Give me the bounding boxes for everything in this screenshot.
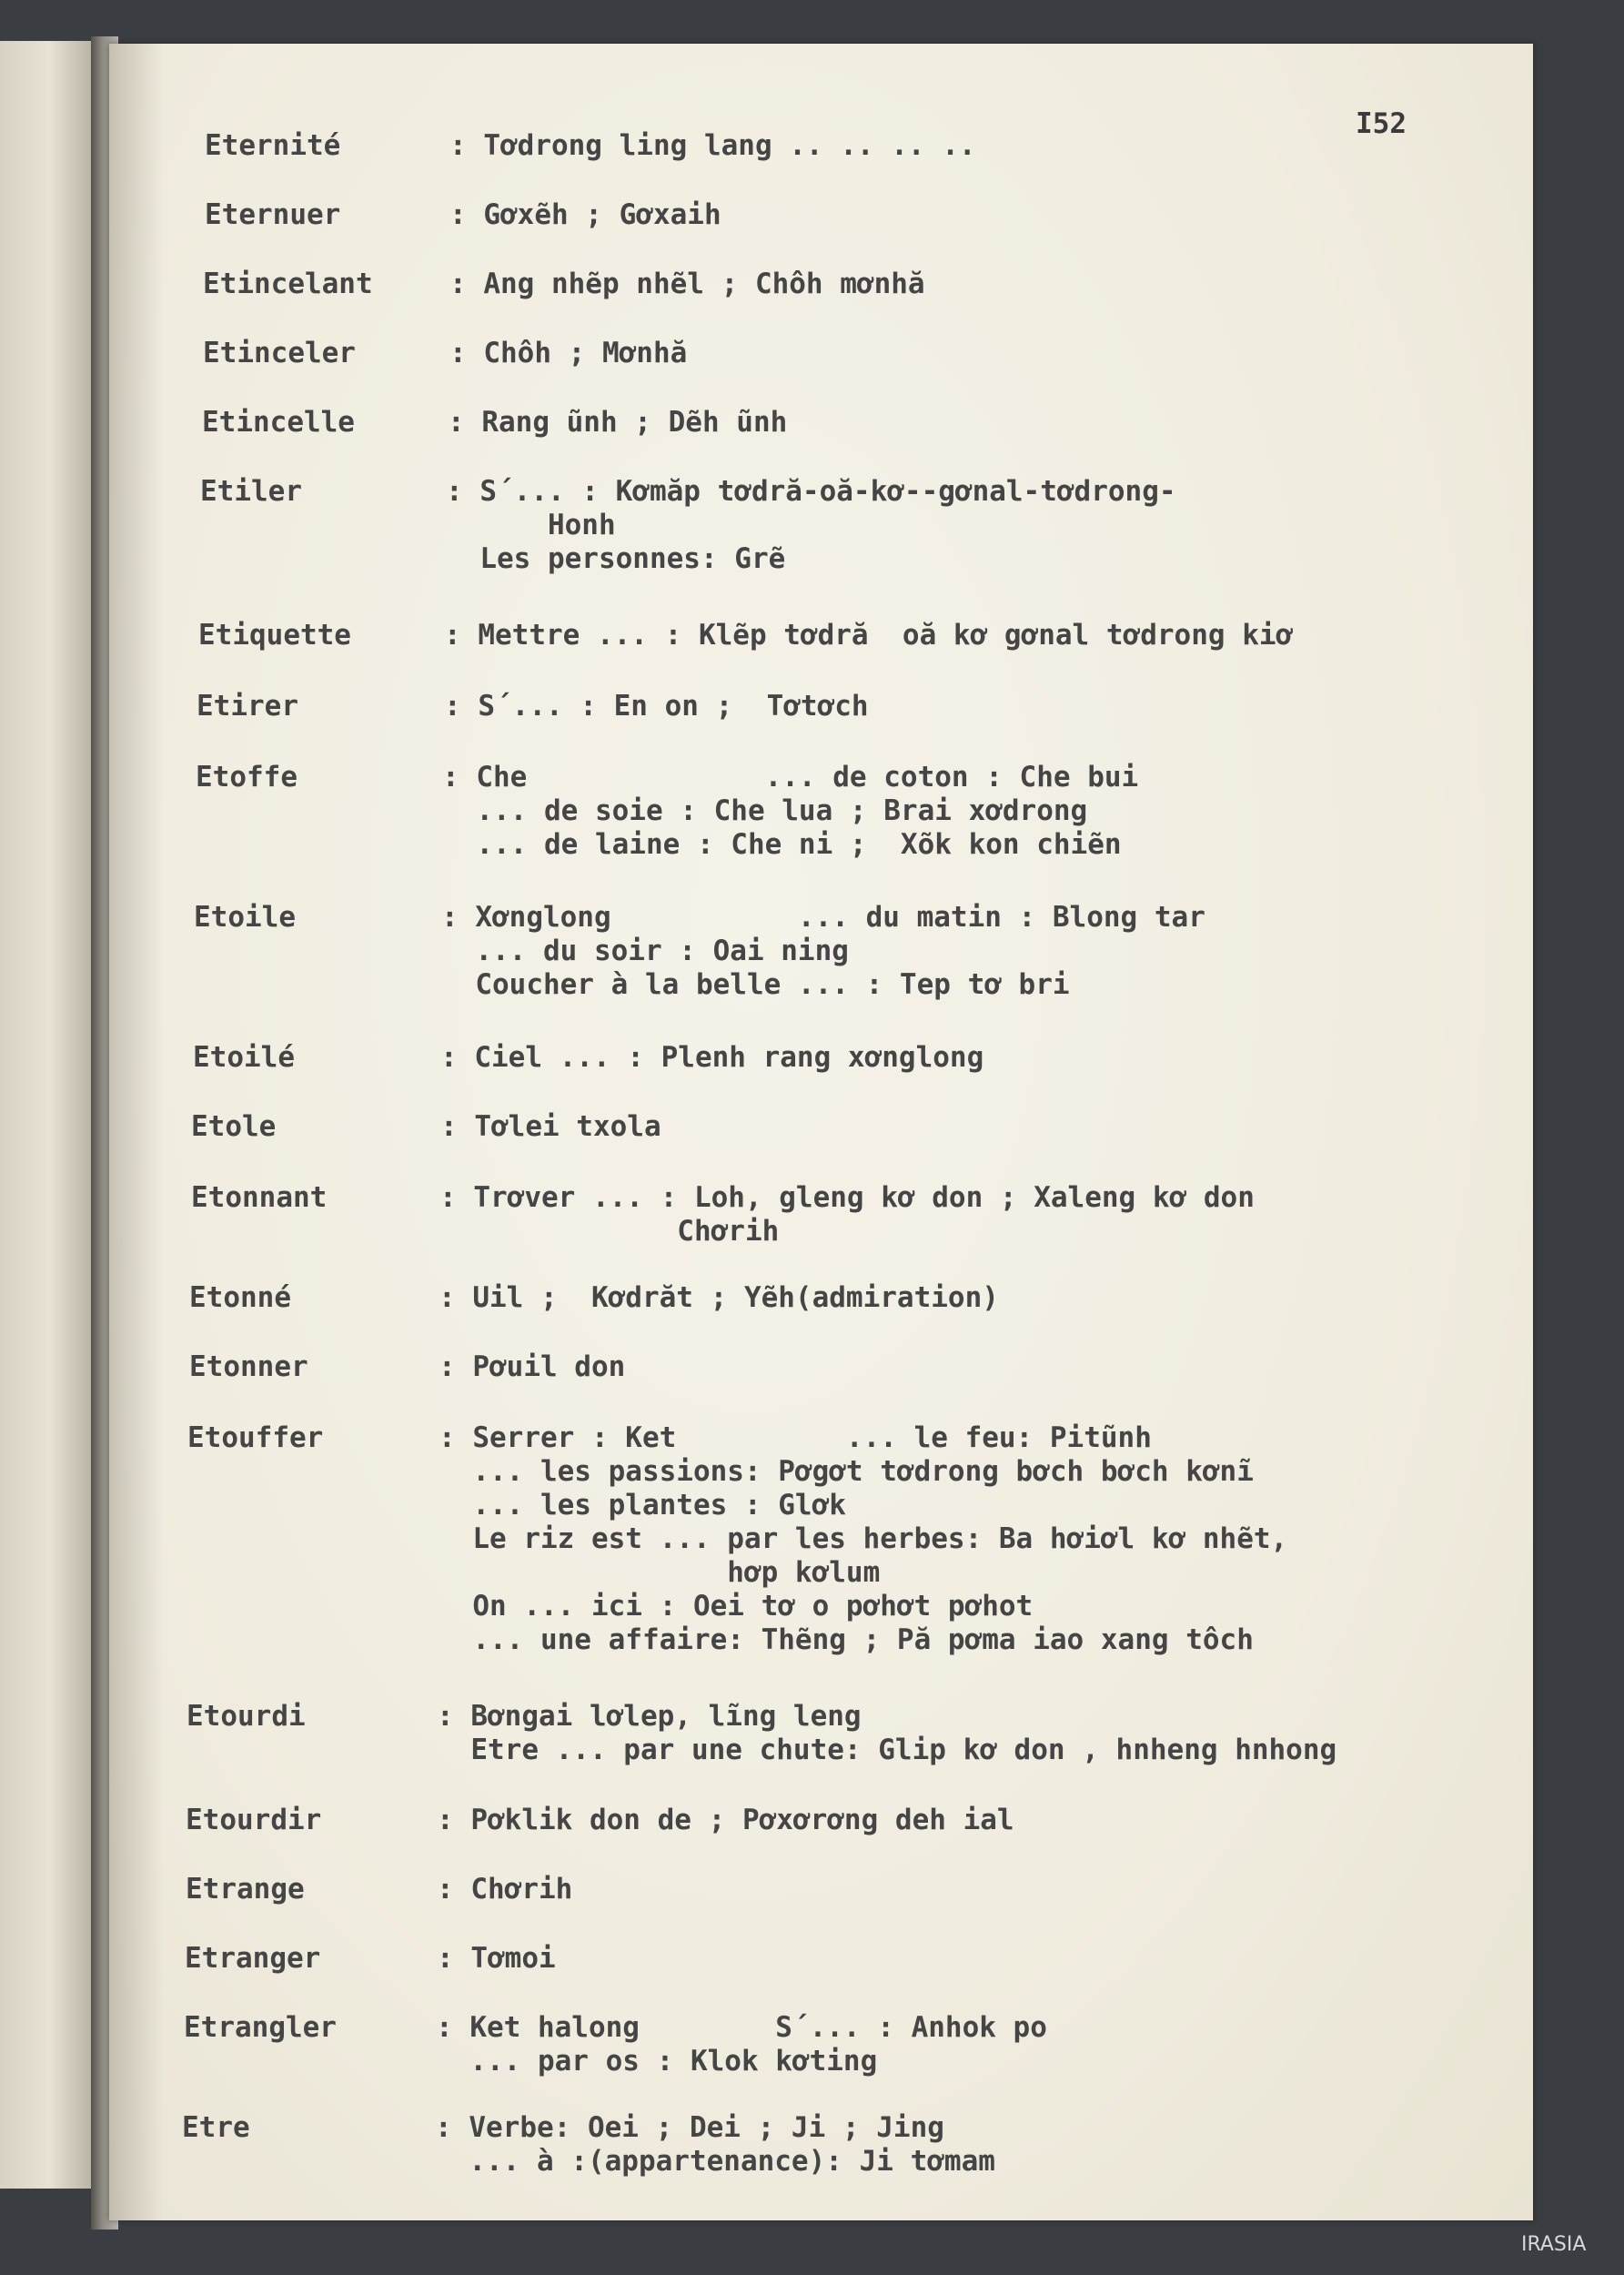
definition-line: : S´... : Kơmăp tơdră-oă-kơ--gơnal-tơdrong- — [446, 475, 1176, 508]
definition-line: : Mettre ... : Klẽp tơdră oă kơ gơnal tơdrong kiơ — [444, 619, 1294, 652]
entry-term: Etranger — [185, 1942, 321, 1975]
definition-line: Chơrih — [439, 1215, 780, 1248]
definition-line: hơp kơlum — [439, 1556, 881, 1589]
definition-line: : Tơdrong ling lang .. .. .. .. — [449, 129, 976, 162]
entry-definition — [439, 1181, 1255, 1249]
entry-definition — [436, 2011, 1047, 2078]
entry-definition — [442, 761, 1138, 862]
definition-line: Etre ... par une chute: Glip kơ don , hnheng hnhong — [437, 1734, 1337, 1766]
entry-term: Etincelle — [202, 406, 355, 439]
entry-definition — [449, 268, 925, 301]
entry-definition — [446, 475, 1176, 576]
definition-line: : Che ... de coton : Che bui — [442, 761, 1139, 794]
entry-term: Etiler — [200, 475, 302, 508]
entry-term: Etincelant — [203, 268, 373, 300]
definition-line: : Chôh ; Mơnhă — [449, 337, 688, 369]
entry-term: Etole — [191, 1110, 277, 1143]
entry-term: Etiquette — [198, 619, 351, 652]
page-number: I52 — [1356, 107, 1407, 140]
definition-line: ... de laine : Che ni ; Xõk kon chiẽn — [442, 828, 1122, 861]
definition-line: ... à :(appartenance): Ji tơmam — [435, 2145, 995, 2178]
entry-definition — [449, 129, 976, 163]
entry-term: Etirer — [197, 690, 298, 723]
definition-line: : Verbe: Oei ; Dei ; Ji ; Jing — [435, 2111, 944, 2144]
entry-definition — [437, 1700, 1337, 1767]
entry-definition — [439, 1421, 1287, 1657]
definition-line: Honh — [446, 509, 616, 541]
definition-line: : Bơngai lơlep, lĩng leng — [437, 1700, 862, 1733]
entry-term: Eternuer — [205, 198, 341, 231]
entry-term: Etinceler — [203, 337, 356, 369]
entry-definition — [444, 690, 869, 723]
left-page-edge — [0, 41, 91, 2189]
entry-term: Etonné — [189, 1281, 291, 1314]
entry-term: Etoilé — [193, 1041, 295, 1074]
entry-definition — [449, 337, 687, 370]
definition-line: ... les passions: Pơgơt tơdrong bơch bơch kơnĩ — [439, 1455, 1254, 1488]
definition-line: ... de soie : Che lua ; Brai xơdrong — [442, 794, 1088, 827]
definition-line: : Ang nhẽp nhẽl ; Chôh mơnhă — [449, 268, 925, 300]
entry-definition — [441, 901, 1205, 1002]
entry-term: Etouffer — [187, 1421, 324, 1454]
definition-line: On ... ici : Oei tơ o pơhơt pơhot — [439, 1590, 1034, 1623]
entry-definition — [437, 1804, 1014, 1837]
entry-term: Eternité — [205, 129, 341, 162]
definition-line: : Xơnglong ... du matin : Blong tar — [441, 901, 1205, 934]
watermark: IRASIA — [1521, 2233, 1587, 2256]
definition-line: : Uil ; Kơdrăt ; Yẽh(admiration) — [439, 1281, 999, 1314]
entry-term: Etourdi — [187, 1700, 306, 1733]
definition-line: : Gơxẽh ; Gơxaih — [449, 198, 721, 231]
definition-line: ... du soir : Oai ning — [441, 935, 849, 967]
entry-term: Etrange — [186, 1873, 305, 1906]
definition-line: Les personnes: Grẽ — [446, 542, 786, 575]
page-shadow — [109, 44, 164, 2220]
entry-term: Etre — [182, 2111, 250, 2144]
entry-term: Etoile — [194, 901, 296, 934]
entry-definition — [444, 619, 1293, 652]
entry-definition — [439, 1350, 625, 1384]
entry-term: Etonner — [189, 1350, 308, 1383]
entry-definition — [437, 1873, 572, 1906]
definition-line: : Ciel ... : Plenh rang xơnglong — [440, 1041, 984, 1074]
entry-definition — [440, 1110, 661, 1144]
entry-definition — [437, 1942, 556, 1976]
definition-line: Le riz est ... par les herbes: Ba hơiơl kơ nhẽt, — [439, 1522, 1288, 1555]
definition-line: Coucher à la belle ... : Tep tơ bri — [441, 968, 1070, 1001]
definition-line: ... les plantes : Glơk — [439, 1489, 846, 1522]
definition-line: : Chơrih — [437, 1873, 573, 1906]
definition-line: : Serrer : Ket ... le feu: Pitũnh — [439, 1421, 1152, 1454]
definition-line: ... une affaire: Thẽng ; Pă pơma iao xang tôch — [439, 1623, 1254, 1656]
definition-line: : Tơmoi — [437, 1942, 556, 1975]
definition-line: : S´... : En on ; Tơtơch — [444, 690, 869, 723]
definition-line: : Rang ũnh ; Dẽh ũnh — [448, 406, 788, 439]
definition-line: : Ket halong S´... : Anhok po — [436, 2011, 1047, 2044]
entry-definition — [449, 198, 721, 232]
entry-definition — [448, 406, 787, 440]
entry-definition — [435, 2111, 995, 2179]
definition-line: ... par os : Klok kơting — [436, 2045, 878, 2078]
definition-line: : Tơlei txola — [440, 1110, 661, 1143]
definition-line: : Trơver ... : Loh, gleng kơ don ; Xaleng kơ don — [439, 1181, 1255, 1214]
dictionary-page — [109, 44, 1533, 2220]
definition-line: : Pơklik don de ; Pơxơrơng deh ial — [437, 1804, 1014, 1836]
entry-definition — [440, 1041, 983, 1075]
entry-definition — [439, 1281, 999, 1315]
entry-term: Etonnant — [191, 1181, 328, 1214]
entry-term: Etourdir — [186, 1804, 322, 1836]
entry-term: Etrangler — [184, 2011, 337, 2044]
entry-term: Etoffe — [196, 761, 298, 794]
definition-line: : Pơuil don — [439, 1350, 626, 1383]
